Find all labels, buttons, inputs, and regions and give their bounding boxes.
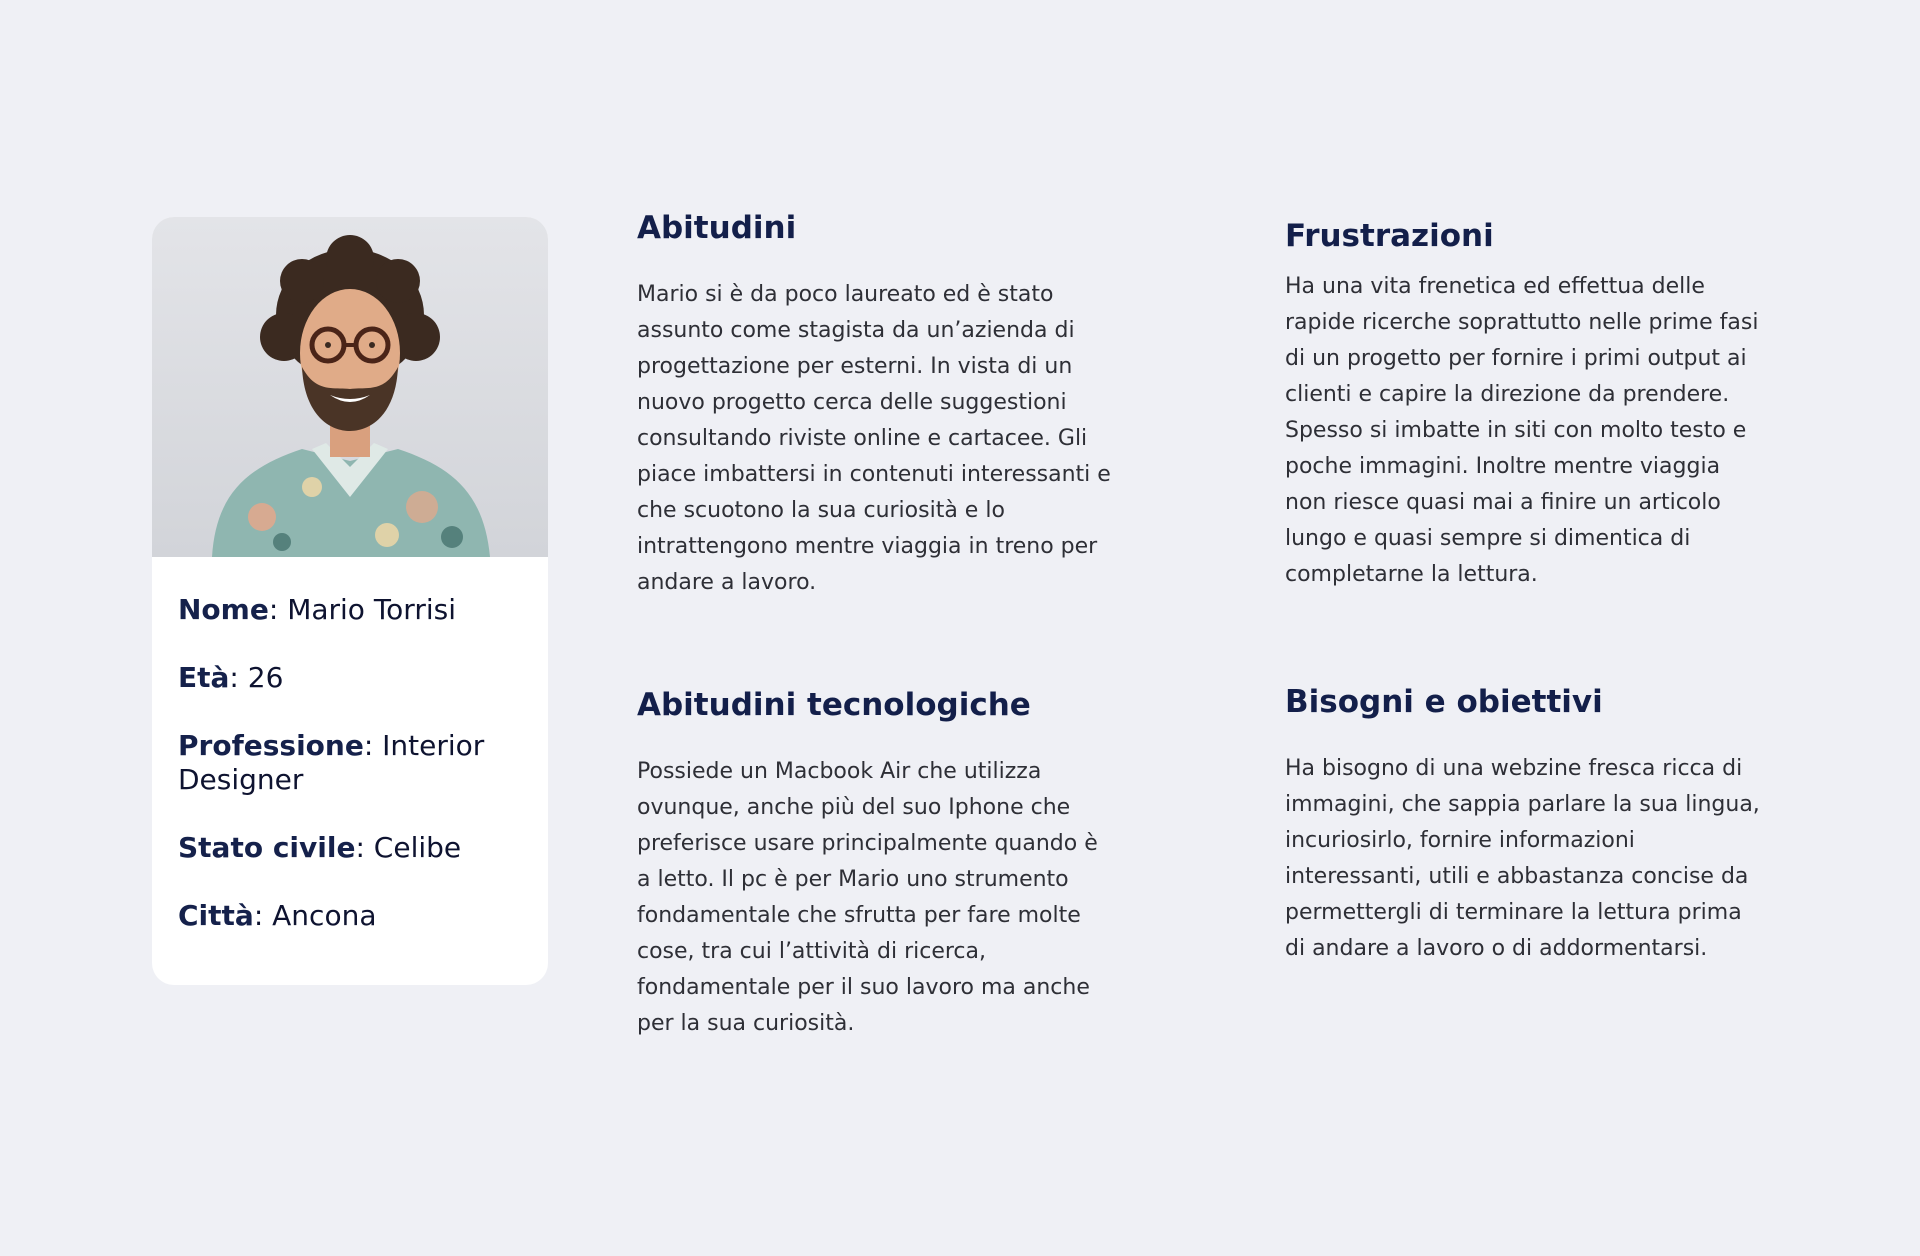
section-body: Ha bisogno di una webzine fresca ricca di immagini, che sappia parlare la sua lingua, incuriosirlo, fornire informazioni interessanti, utili e abbastanza concise da permettergli di terminare la lettura prima di andare a lavoro o di addormentarsi.: [1285, 756, 1760, 961]
section-tech-habits: [637, 686, 1117, 1042]
profile-photo: [152, 217, 548, 557]
field-value: Interior Designer: [178, 729, 485, 796]
section-body: Mario si è da poco laureato ed è stato assunto come stagista da un’azienda di progettazione per esterni. In vista di un nuovo progetto cerca delle suggestioni consultando riviste online e cartacee. Gli piace imbattersi in contenuti interessanti e che scuotono la sua curiosità e lo intrattengono mentre viaggia in treno per andare a lavoro.: [637, 282, 1111, 595]
field-value: Ancona: [272, 899, 377, 932]
person-portrait-icon: [152, 217, 548, 557]
profile-info: [152, 557, 548, 933]
field-stato-civile: Stato civile: Celibe: [178, 831, 462, 864]
field-professione: Professione: Interior Designer: [178, 729, 485, 796]
persona-card: [152, 217, 548, 985]
field-label: Età: [178, 661, 230, 694]
section-habits: [637, 209, 1117, 601]
section-title: Bisogni e obiettivi: [1285, 684, 1603, 720]
field-value: Celibe: [373, 831, 462, 864]
section-title: Abitudini tecnologiche: [637, 687, 1031, 723]
field-value: Mario Torrisi: [287, 593, 456, 626]
field-label: Professione: [178, 729, 364, 762]
section-title: Frustrazioni: [1285, 218, 1494, 254]
section-needs-goals: [1285, 683, 1765, 967]
section-body: Possiede un Macbook Air che utilizza ovunque, anche più del suo Iphone che preferisce usare principalmente quando è a letto. Il pc è per Mario uno strumento fondamentale che sfrutta per fare molte cose, tra cui l’attività di ricerca, fondamentale per il suo lavoro ma anche per la sua curiosità.: [637, 759, 1098, 1036]
field-label: Città: [178, 899, 254, 932]
field-nome: Nome: Mario Torrisi: [178, 593, 456, 626]
section-title: Abitudini: [637, 210, 797, 246]
section-frustrations: [1285, 217, 1765, 593]
field-value: 26: [247, 661, 284, 694]
field-label: Stato civile: [178, 831, 356, 864]
section-body: Ha una vita frenetica ed effettua delle rapide ricerche soprattutto nelle prime fasi di un progetto per fornire i primi output ai clienti e capire la direzione da prendere. Spesso si imbatte in siti con molto testo e poche immagini. Inoltre mentre viaggia non riesce quasi mai a finire un articolo lungo e quasi sempre si dimentica di completarne la lettura.: [1285, 274, 1759, 587]
field-eta: Età: 26: [178, 661, 284, 694]
field-label: Nome: [178, 593, 269, 626]
field-citta: Città: Ancona: [178, 899, 377, 932]
